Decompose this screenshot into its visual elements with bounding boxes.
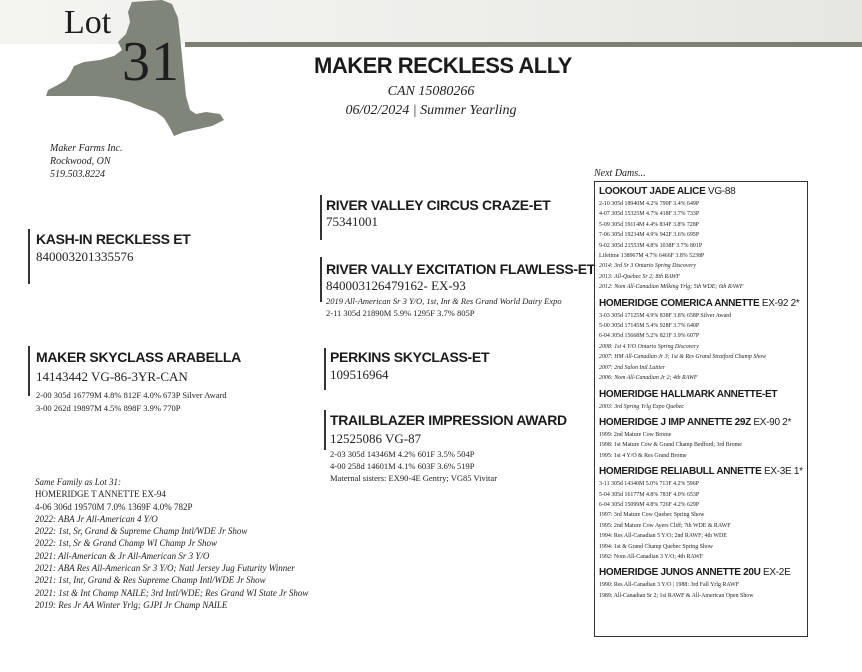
dam-classification: EX-92 2*: [759, 297, 800, 309]
dam-record: 1994: Res All-Canadian 5 Y/O; 2nd RAWF; 4th WDE: [599, 533, 727, 540]
next-dams-label: Next Dams...: [594, 168, 646, 179]
dam-award: 2012: Nom All-Canadian Milking Yrlg; 5th WDE; 6th RAWF: [599, 284, 744, 291]
dam-dam-bracket: [324, 410, 326, 450]
dam-name: HOMERIDGE RELIABULL ANNETTE: [599, 466, 762, 478]
breeder-city: Rockwood, ON: [50, 156, 111, 167]
sire-sire-reg: 75341001: [326, 214, 378, 229]
dam-classification: EX-3E 1*: [761, 466, 803, 478]
dam-record: 5-00 305d 17145M 5.4% 928F 3.7% 640P: [599, 323, 700, 330]
dam-dam-record-2: 4-00 258d 14601M 4.1% 603F 3.6% 519P: [330, 461, 475, 471]
sire-name: KASH-IN RECKLESS ET: [36, 231, 191, 247]
dam-name: HOMERIDGE COMERICA ANNETTE: [599, 297, 760, 309]
dam-award: 2014: 3rd Sr 3 Ontario Spring Discovery: [599, 263, 696, 270]
next-dam-2: [599, 298, 807, 384]
sire-dam-reg: 840003126479162- EX-93: [326, 278, 466, 293]
dam-record: 2-10 305d 18940M 4.2% 790F 3.4% 649P: [599, 201, 700, 207]
lot-number: 31: [122, 31, 180, 93]
dam-record-1: 2-00 305d 16779M 4.8% 812F 4.0% 673P Silver Award: [36, 390, 227, 400]
dam-record-2: 3-00 262d 19897M 4.5% 898F 3.9% 770P: [36, 403, 181, 413]
header-rule: [185, 42, 862, 47]
dam-classification: EX-90 2*: [750, 416, 792, 428]
dam-name: HOMERIDGE JUNOS ANNETTE 20U: [599, 567, 761, 579]
breeder-phone: 519.503.8224: [50, 169, 105, 180]
family-record: 4-06 306d 19570M 7.0% 1369F 4.0% 782P: [35, 501, 193, 512]
sire-bracket: [28, 229, 30, 284]
next-dam-1: [599, 186, 807, 293]
dam-record: 1997: 3rd Mature Cow Quebec Spring Show: [599, 512, 705, 519]
dam-dam-reg: 12525086 VG-87: [330, 431, 422, 446]
dam-dam-name: TRAILBLAZER IMPRESSION AWARD: [330, 412, 567, 428]
sire-sire-name: RIVER VALLEY CIRCUS CRAZE-ET: [326, 197, 551, 213]
dam-award: 2008: 1st 4 Y/O Ontario Spring Discovery: [599, 343, 699, 350]
dam-sire-name: PERKINS SKYCLASS-ET: [330, 349, 490, 365]
sire-sire-bracket: [320, 195, 322, 240]
family-award: 2021: 1st, Int, Grand & Res Supreme Champ Intl/WDE Jr Show: [35, 575, 266, 586]
family-award: 2022: 1st, Sr, Grand & Supreme Champ Intl/WDE Jr Show: [35, 526, 248, 537]
dam-name: HOMERIDGE J IMP ANNETTE 29Z: [599, 416, 751, 428]
dam-record: 9-02 305d 21553M 4.8% 1038F 3.7% 801P: [599, 242, 703, 249]
sire-reg: 840003201335576: [36, 249, 134, 264]
dam-record: 1995: 1st 4 Y/O & Res Grand Brome: [599, 452, 687, 459]
dam-record: 1992: Nom All-Canadian 3 Y/O; 4th RAWF: [599, 553, 704, 560]
page-title: MAKER RECKLESS ALLY: [314, 53, 572, 78]
dam-classification: VG-88: [705, 186, 736, 197]
dam-record: 6-04 305d 15668M 5.2% 821F 3.9% 607P: [599, 333, 700, 340]
dam-award: 2007: 2nd Salon Intl Laitier: [599, 364, 666, 371]
dam-award: 2006: Nom All-Canadian Jr 2; 4th RAWF: [599, 375, 698, 382]
sire-dam-record: 2-11 305d 21890M 5.9% 1295F 3.7% 805P: [326, 308, 475, 318]
breeder-name: Maker Farms Inc.: [50, 143, 123, 154]
dam-award: 2007: HM All-Canadian Jr 3; 1st & Res Grand Stratford Champ Show: [599, 354, 767, 361]
next-dam-5: [599, 466, 807, 562]
dam-sire-bracket: [324, 348, 326, 390]
dam-record: 3-11 305d 14340M 5.0% 713F 4.2% 596P: [599, 481, 699, 488]
dam-record: 1995: 2nd Mature Cow Ayers Cliff; 7th WDE & RAWF: [599, 522, 731, 529]
dam-record: 1989: All-Canadian Sr 2; 1st RAWF & All-American Open Show: [599, 592, 754, 599]
dam-record: 5-09 305d 19114M 4.4% 834F 3.8% 728P: [599, 221, 699, 228]
dam-award: 2003: 3rd Spring Yrlg Expo Quebec: [599, 403, 685, 410]
next-dams-box: [594, 181, 808, 637]
dam-award: 2013: All-Quebec Sr 2; 8th RAWF: [599, 273, 680, 280]
dam-record: 7-06 305d 19234M 4.9% 942F 3.6% 695P: [599, 232, 700, 239]
dam-record: 1994: 1st & Grand Champ Quebec Spring Show: [599, 543, 714, 550]
dam-record: 4-07 305d 15325M 4.7% 418F 3.7% 733P: [599, 211, 700, 218]
birth-date: 06/02/2024 | Summer Yearling: [345, 103, 517, 118]
dam-name: HOMERIDGE HALLMARK ANNETTE-ET: [599, 388, 778, 400]
dam-record: 5-04 305d 16177M 4.8% 783F 4.0% 653P: [599, 491, 700, 498]
dam-sire-reg: 109516964: [330, 367, 389, 382]
sire-dam-award: 2019 All-American Sr 3 Y/O, 1st, Int & Res Grand World Dairy Expo: [326, 296, 562, 306]
dam-record: 3-03 305d 17125M 4.9% 838F 3.8% 658P Silver Award: [599, 312, 732, 319]
dam-classification: EX-2E: [760, 567, 791, 579]
dam-dam-record-1: 2-03 305d 14346M 4.2% 601F 3.5% 504P: [330, 449, 475, 459]
dam-reg: 14143442 VG-86-3YR-CAN: [36, 369, 188, 384]
same-family-heading: Same Family as Lot 31:: [35, 477, 121, 487]
breeder-info: [50, 142, 122, 181]
maternal-sisters: Maternal sisters: EX90-4E Gentry; VG85 Vivitar: [330, 473, 498, 483]
next-dam-3: [599, 389, 807, 412]
dam-record: 1998: 1st Mature Cow & Grand Champ Bedford; 3rd Brome: [599, 442, 742, 449]
family-cow: HOMERIDGE T ANNETTE EX-94: [35, 489, 166, 500]
family-award: 2021: ABA Res All-American Sr 3 Y/O; Natl Jersey Jug Futurity Winner: [35, 563, 295, 574]
dam-record: 1999: 2nd Mature Cow Brome: [599, 431, 672, 438]
dam-name: LOOKOUT JADE ALICE: [599, 186, 706, 197]
dam-bracket: [28, 346, 30, 396]
family-award: 2022: ABA Jr All-American 4 Y/O: [35, 513, 158, 524]
family-award: 2021: 1st & Int Champ NAILE; 3rd Intl/WDE; Res Grand WI State Jr Show: [35, 587, 309, 598]
sire-dam-name: RIVER VALLY EXCITATION FLAWLESS-ET: [326, 261, 596, 277]
next-dam-4: [599, 417, 807, 461]
registration-number: CAN 15080266: [387, 84, 475, 99]
dam-record: 6-04 305d 15099M 4.8% 726F 4.2% 629P: [599, 501, 700, 508]
same-family-section: [35, 476, 308, 611]
dam-record: 1990: Res All-Canadian 3 Y/O | 1988: 3rd Fall Yrlg RAWF: [599, 582, 739, 589]
dam-record: Lifetime 138967M 4.7% 6466F 3.8% 5238P: [599, 253, 705, 260]
next-dam-6: [599, 567, 807, 601]
dam-name: MAKER SKYCLASS ARABELLA: [36, 349, 241, 365]
sire-dam-bracket: [320, 257, 322, 302]
lot-label: Lot: [64, 4, 112, 41]
family-award: 2021: All-American & Jr All-American Sr 3 Y/O: [35, 550, 210, 561]
family-award: 2022: 1st, Sr & Grand Champ WI Champ Jr Show: [35, 538, 218, 549]
family-award: 2019: Res Jr AA Winter Yrlg; GJPI Jr Champ NAILE: [35, 599, 228, 610]
